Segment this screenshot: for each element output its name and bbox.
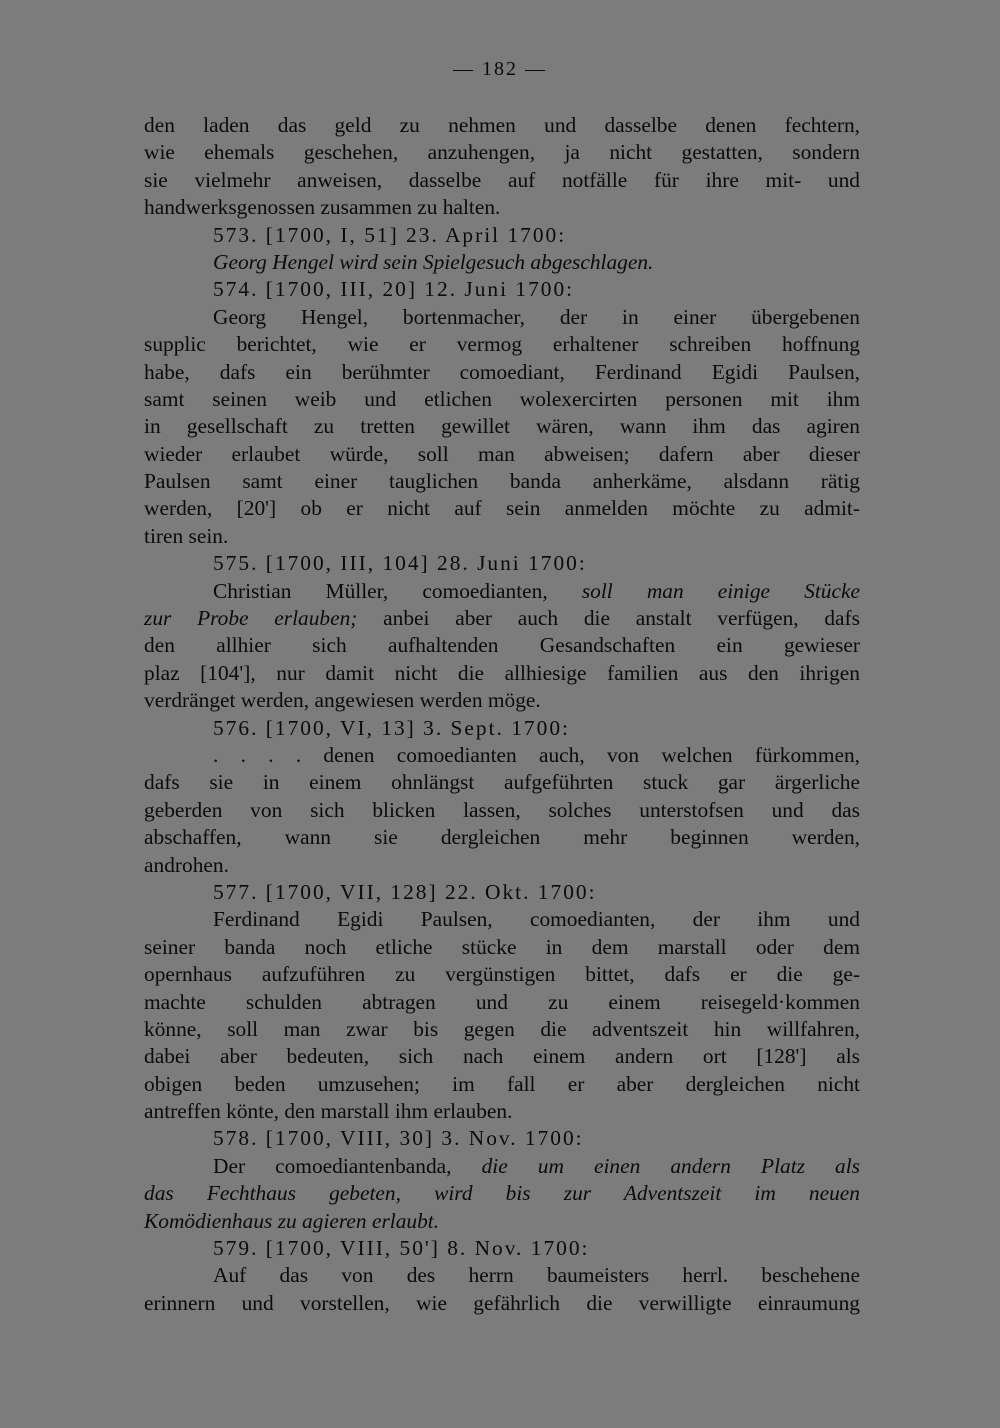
text-line: Der comoediantenbanda, die um einen andern Platz als (213, 1153, 860, 1178)
page-number: — 182 — (453, 58, 547, 80)
text-line: . . . . denen comoedianten auch, von welchen fürkommen, (213, 742, 860, 767)
text-line: wie ehemals geschehen, anzuhengen, ja nicht gestatten, sondern (144, 140, 860, 165)
text-line: dabei aber bedeuten, sich nach einem andern ort [128'] als (144, 1044, 860, 1069)
text-line: könne, soll man zwar bis gegen die adventszeit hin willfahren, (144, 1016, 860, 1041)
text-line: handwerksgenossen zusammen zu halten. (144, 195, 501, 220)
text-line: 573. [1700, I, 51] 23. April 1700: (213, 222, 567, 247)
text-line: 575. [1700, III, 104] 28. Juni 1700: (213, 551, 587, 576)
text-line: Auf das von des herrn baumeisters herrl. beschehene (213, 1263, 860, 1288)
italic-run: soll man einige Stücke (581, 578, 860, 603)
text-line: samt seinen weib und etlichen wolexercirten personen mit ihm (144, 386, 860, 411)
text-line: zur Probe erlauben; anbei aber auch die anstalt verfügen, dafs (144, 606, 860, 631)
text-line: 579. [1700, VIII, 50'] 8. Nov. 1700: (213, 1236, 590, 1261)
text-line: plaz [104'], nur damit nicht die allhiesige familien aus den ihrigen (144, 660, 860, 685)
text-line: opernhaus aufzuführen zu vergünstigen bittet, dafs er die ge- (144, 962, 860, 987)
text-line (144, 1180, 860, 1207)
text-line: wieder erlaubet würde, soll man abweisen; dafern aber dieser (144, 441, 860, 466)
text-line: habe, dafs ein berühmter comoediant, Ferdinand Egidi Paulsen, (144, 359, 860, 384)
text-line: 574. [1700, III, 20] 12. Juni 1700: (213, 277, 575, 302)
text-line: machte schulden abtragen und zu einem reisegeld·kommen (144, 989, 860, 1014)
text-line: erinnern und vorstellen, wie gefährlich die verwilligte einraumung (144, 1290, 860, 1315)
text-line: in gesellschaft zu tretten gewillet wären, wann ihm das agiren (144, 414, 860, 439)
italic-run: zur Probe erlauben; (144, 606, 358, 631)
text-line: androhen. (144, 852, 229, 877)
text-line: dafs sie in einem ohnlängst aufgeführten stuck gar ärgerliche (144, 770, 860, 795)
text-line: den allhier sich aufhaltenden Gesandschaften ein gewieser (144, 633, 860, 658)
text-line: geberden von sich blicken lassen, solches unterstofsen und das (144, 797, 860, 822)
text-line: Ferdinand Egidi Paulsen, comoedianten, der ihm und (213, 907, 860, 932)
text-line (144, 1208, 860, 1235)
text-line: Christian Müller, comoedianten, soll man einige Stücke (213, 578, 860, 603)
text-line: abschaffen, wann sie dergleichen mehr beginnen werden, (144, 825, 860, 850)
text-line: Paulsen samt einer tauglichen banda anherkäme, alsdann rätig (144, 469, 860, 494)
italic-run: die um einen andern Platz als (481, 1153, 860, 1178)
text-line: obigen beden umzusehen; im fall er aber dergleichen nicht (144, 1071, 860, 1096)
italic-run: Komödienhaus zu agieren erlaubt. (144, 1208, 440, 1233)
text-line: antreffen könte, den marstall ihm erlauben. (144, 1099, 513, 1124)
text-line: Georg Hengel, bortenmacher, der in einer übergebenen (213, 304, 860, 329)
italic-run: das Fechthaus gebeten, wird bis zur Adventszeit im neuen (144, 1181, 860, 1206)
text-line: 578. [1700, VIII, 30] 3. Nov. 1700: (213, 1126, 584, 1151)
text-line: 577. [1700, VII, 128] 22. Okt. 1700: (213, 879, 597, 904)
text-line: seiner banda noch etliche stücke in dem marstall oder dem (144, 934, 860, 959)
text-line: werden, [20'] ob er nicht auf sein anmelden möchte zu admit- (144, 496, 860, 521)
text-line: supplic berichtet, wie er vermog erhaltener schreiben hoffnung (144, 332, 860, 357)
text-line: verdränget werden, angewiesen werden möge. (144, 688, 541, 713)
text-line: den laden das geld zu nehmen und dasselbe denen fechtern, (144, 113, 860, 137)
text-line: tiren sein. (144, 523, 229, 548)
text-line: 576. [1700, VI, 13] 3. Sept. 1700: (213, 715, 570, 740)
text-line: Georg Hengel wird sein Spielgesuch abgeschlagen. (213, 249, 654, 274)
text-line: sie vielmehr anweisen, dasselbe auf notfälle für ihre mit- und (144, 167, 860, 192)
body-text (144, 112, 860, 1317)
